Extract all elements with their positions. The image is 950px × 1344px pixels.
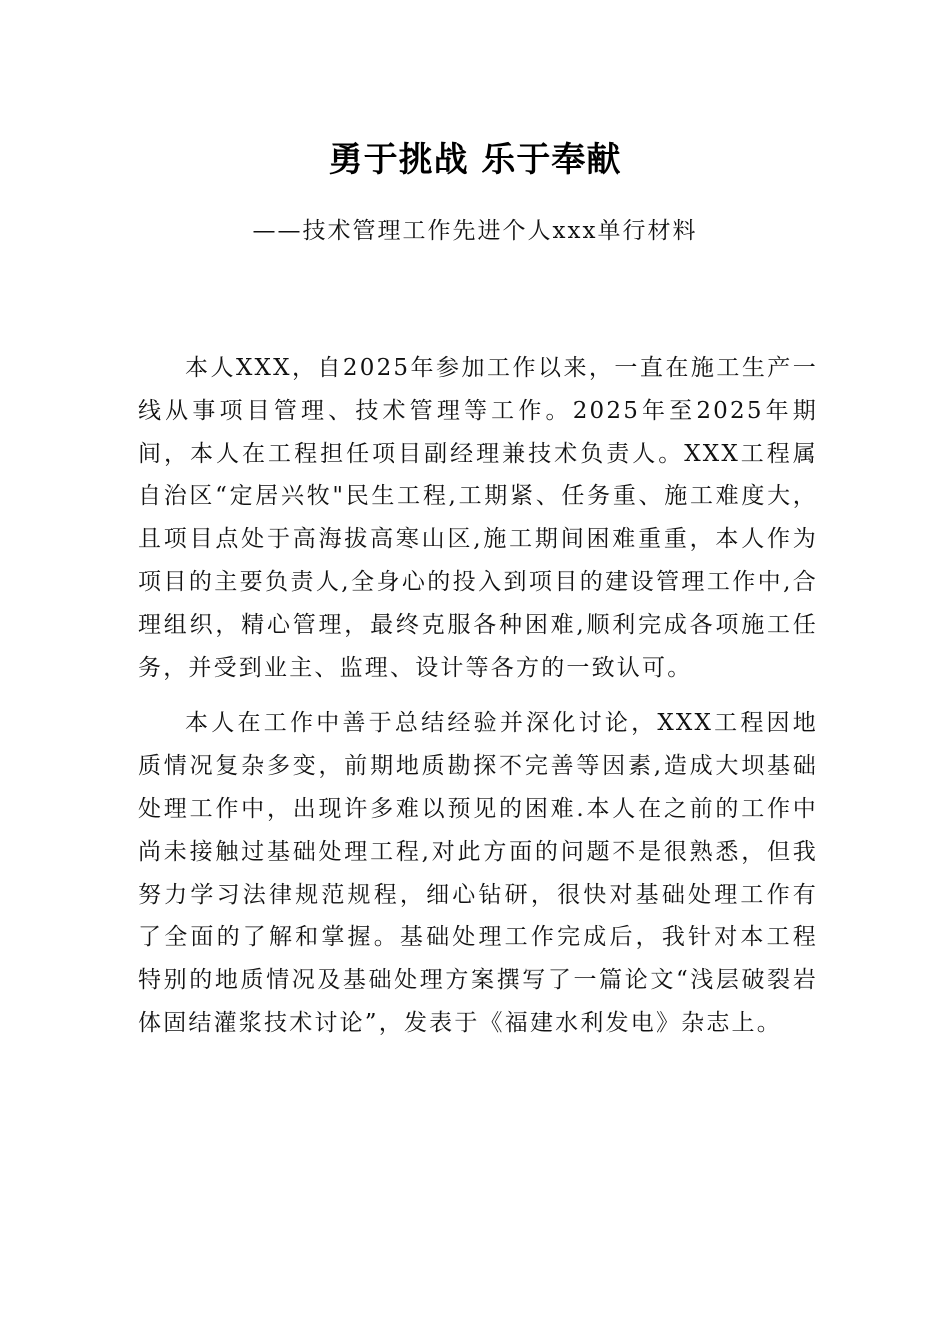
paragraph: 本人XXX，自2025年参加工作以来，一直在施工生产一线从事项目管理、技术管理等工作。2025年至2025年期间，本人在工程担任项目副经理兼技术负责人。XXX工程属自治区“定居兴牧"民生工程,工期紧、任务重、施工难度大，且项目点处于高海拔高寒山区,施工期间困难重重，本人作为项目的主要负责人,全身心的投入到项目的建设管理工作中,合理组织，精心管理，最终克服各种困难,顺利完成各项施工任务，并受到业主、监理、设计等各方的一致认可。 (138, 355, 818, 681)
paragraph: 本人在工作中善于总结经验并深化讨论，XXX工程因地质情况复杂多变，前期地质勘探不完善等因素,造成大坝基础处理工作中，出现许多难以预见的困难.本人在之前的工作中尚未接触过基础处理工程,对此方面的问题不是很熟悉，但我努力学习法律规范规程，细心钻研，很快对基础处理工作有了全面的了解和掌握。基础处理工作完成后，我针对本工程特别的地质情况及基础处理方案撰写了一篇论文“浅层破裂岩体固结灌浆技术讨论”，发表于《福建水利发电》杂志上。 (138, 710, 818, 1036)
document-title: 勇于挑战 乐于奉献 (328, 140, 622, 180)
document-body (138, 347, 818, 1045)
document-subtitle: ——技术管理工作先进个人xxx单行材料 (252, 218, 698, 244)
